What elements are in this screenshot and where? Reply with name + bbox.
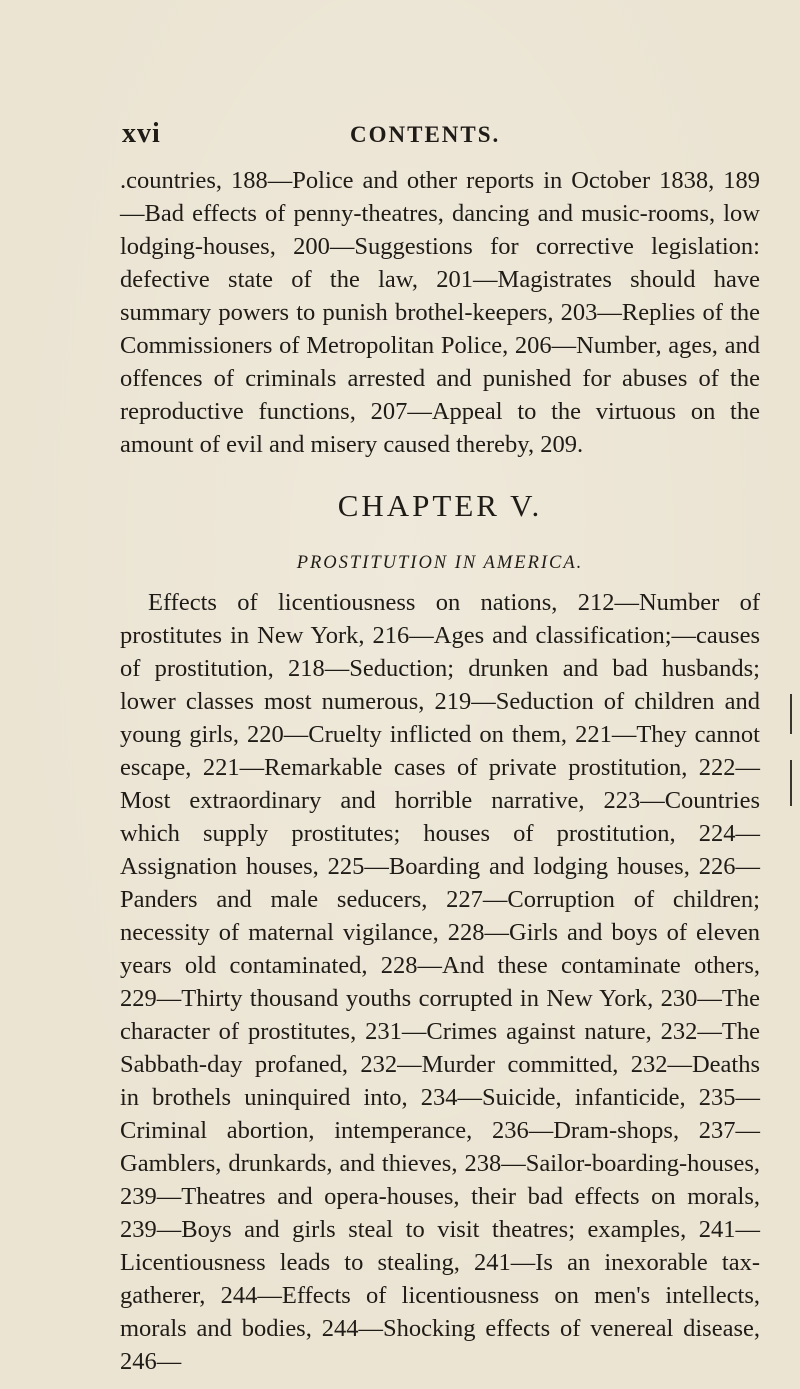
contents-paragraph-chapter-v: Effects of licentiousness on nations, 212—Number of prostitutes in New York, 216—Ages and classification;—causes of prostitution, 218—Seduction; drunken and bad husbands; lower classes most numerous, 219—Seduction of children and young girls, 220—Cruelty inflicted on them, 221—They cannot escape, 221—Remarkable cases of private prostitution, 222—Most extraordinary and horrible narrative, 223—Countries which supply prostitutes; houses of prostitution, 224—Assignation houses, 225—Boarding and lodging houses, 226—Panders and male seducers, 227—Corruption of children; necessity of maternal vigilance, 228—Girls and boys of eleven years old contaminated, 228—And these contaminate others, 229—Thirty thousand youths corrupted in New York, 230—The character of prostitutes, 231—Crimes against nature, 232—The Sabbath-day profaned, 232—Murder committed, 232—Deaths in brothels uninquired into, 234—Suicide, infanticide, 235—Criminal abortion, intemperance, 236—Dram-shops, 237—Gamblers, drunkards, and thieves, 238—Sailor-boarding-houses, 239—Theatres and opera-houses, their bad effects on morals, 239—Boys and girls steal to visit theatres; examples, 241—Licentiousness leads to stealing, 241—Is an inexorable tax-gatherer, 244—Effects of licentiousness on men's intellects, morals and bodies, 244—Shocking effects of venereal disease, 246— bbox=[120, 589, 760, 1375]
margin-mark bbox=[790, 694, 792, 734]
page-header bbox=[122, 118, 762, 158]
margin-mark bbox=[790, 760, 792, 806]
page-number: xvi bbox=[122, 118, 161, 149]
running-head: CONTENTS. bbox=[350, 122, 501, 147]
contents-paragraph-continued: .countries, 188—Police and other reports in October 1838, 189—Bad effects of penny-theatres, dancing and music-rooms, low lodging-houses, 200—Suggestions for corrective legislation: defective state of the law, 201—Magistrates should have summary powers to punish brothel-keepers, 203—Replies of the Commissioners of Metropolitan Police, 206—Number, ages, and offences of criminals arrested and punished for abuses of the reproductive functions, 207—Appeal to the virtuous on the amount of evil and misery caused thereby, 209. bbox=[120, 167, 760, 458]
chapter-subtitle: PROSTITUTION IN AMERICA. bbox=[296, 553, 584, 573]
chapter-heading: CHAPTER V. bbox=[337, 488, 543, 523]
